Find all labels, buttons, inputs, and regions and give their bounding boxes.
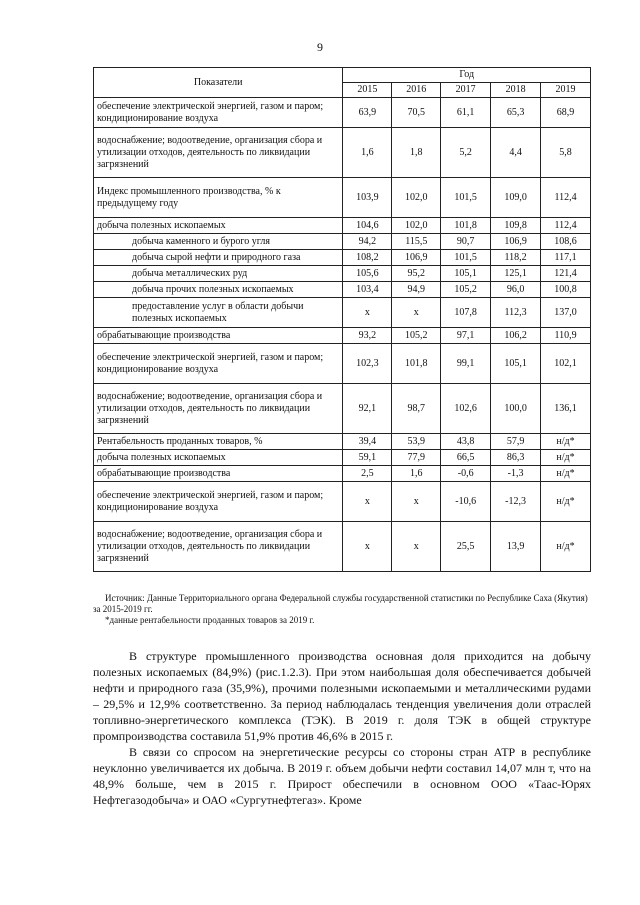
value-cell: 101,5 <box>441 178 491 218</box>
table-row <box>94 298 591 328</box>
value-cell: 77,9 <box>392 450 441 466</box>
value-cell: 109,8 <box>491 218 541 234</box>
value-cell: 90,7 <box>441 234 491 250</box>
value-cell: -1,3 <box>491 466 541 482</box>
table-row <box>94 282 591 298</box>
header-year-group: Год <box>343 68 591 83</box>
value-cell: 25,5 <box>441 522 491 572</box>
value-cell: 125,1 <box>491 266 541 282</box>
table-row <box>94 344 591 384</box>
table-body <box>94 98 591 572</box>
value-cell: 103,4 <box>343 282 392 298</box>
value-cell: 112,4 <box>541 178 591 218</box>
value-cell: 106,2 <box>491 328 541 344</box>
value-cell: 102,6 <box>441 384 491 434</box>
value-cell: 43,8 <box>441 434 491 450</box>
row-label: добыча полезных ископаемых <box>94 218 343 234</box>
value-cell: н/д* <box>541 450 591 466</box>
value-cell: 121,4 <box>541 266 591 282</box>
year-header: 2016 <box>392 83 441 98</box>
source-text: Источник: Данные Территориального органа Федеральной службы государственной статистики по Республике Саха (Якутия) за 2015-2019 гг. <box>93 593 588 614</box>
value-cell: 137,0 <box>541 298 591 328</box>
value-cell: 105,2 <box>441 282 491 298</box>
value-cell: н/д* <box>541 434 591 450</box>
value-cell: -12,3 <box>491 482 541 522</box>
body-text <box>93 648 591 808</box>
value-cell: 136,1 <box>541 384 591 434</box>
row-label: обеспечение электрической энергией, газом и паром; кондиционирование воздуха <box>94 482 343 522</box>
row-label: Индекс промышленного производства, % к предыдущему году <box>94 178 343 218</box>
value-cell: 94,2 <box>343 234 392 250</box>
value-cell: 13,9 <box>491 522 541 572</box>
row-label: водоснабжение; водоотведение, организация сбора и утилизации отходов, деятельность по ликвидации загрязнений <box>94 522 343 572</box>
value-cell: -10,6 <box>441 482 491 522</box>
value-cell: 2,5 <box>343 466 392 482</box>
value-cell: 105,1 <box>441 266 491 282</box>
value-cell: 1,6 <box>392 466 441 482</box>
value-cell: 100,0 <box>491 384 541 434</box>
value-cell: 101,8 <box>441 218 491 234</box>
value-cell: 61,1 <box>441 98 491 128</box>
value-cell: 5,8 <box>541 128 591 178</box>
row-label: обрабатывающие производства <box>94 328 343 344</box>
table-row <box>94 250 591 266</box>
value-cell: 104,6 <box>343 218 392 234</box>
value-cell: 106,9 <box>392 250 441 266</box>
row-label: добыча полезных ископаемых <box>94 450 343 466</box>
row-label: водоснабжение; водоотведение, организация сбора и утилизации отходов, деятельность по ликвидации загрязнений <box>94 384 343 434</box>
row-label: обеспечение электрической энергией, газом и паром; кондиционирование воздуха <box>94 344 343 384</box>
value-cell: 4,4 <box>491 128 541 178</box>
value-cell: 101,8 <box>392 344 441 384</box>
value-cell: 109,0 <box>491 178 541 218</box>
table-row <box>94 98 591 128</box>
value-cell: 86,3 <box>491 450 541 466</box>
value-cell: 39,4 <box>343 434 392 450</box>
value-cell: 96,0 <box>491 282 541 298</box>
paragraph-1: В структуре промышленного производства основная доля приходится на добычу полезных ископаемых (84,9%) (рис.1.2.3). При этом наибольшая доля обеспечивается добычей нефти и природного газа (35,9%), прочими полезными ископаемыми и металлическими рудами – 29,5% и 12,9% соответственно. За период наблюдалась тенденция увеличения доли отраслей топливно-энергетического комплекса (ТЭК). В 2019 г. доля ТЭК в общей структуре промпроизводства составила 51,9% против 46,6% в 2015 г. <box>93 649 591 743</box>
value-cell: 66,5 <box>441 450 491 466</box>
page-number: 9 <box>317 40 323 54</box>
value-cell: 68,9 <box>541 98 591 128</box>
value-cell: 108,6 <box>541 234 591 250</box>
table-row <box>94 234 591 250</box>
value-cell: 97,1 <box>441 328 491 344</box>
value-cell: 57,9 <box>491 434 541 450</box>
value-cell: 106,9 <box>491 234 541 250</box>
row-label: водоснабжение; водоотведение, организация сбора и утилизации отходов, деятельность по ликвидации загрязнений <box>94 128 343 178</box>
table-row <box>94 266 591 282</box>
table-row <box>94 384 591 434</box>
value-cell: н/д* <box>541 482 591 522</box>
table-row <box>94 178 591 218</box>
value-cell: н/д* <box>541 466 591 482</box>
value-cell: н/д* <box>541 522 591 572</box>
year-header: 2017 <box>441 83 491 98</box>
table-row <box>94 450 591 466</box>
value-cell: 5,2 <box>441 128 491 178</box>
source-note <box>93 593 593 626</box>
value-cell: 94,9 <box>392 282 441 298</box>
value-cell: 105,1 <box>491 344 541 384</box>
table-row <box>94 218 591 234</box>
value-cell: х <box>392 298 441 328</box>
value-cell: 100,8 <box>541 282 591 298</box>
table-row <box>94 482 591 522</box>
year-header: 2018 <box>491 83 541 98</box>
row-label: добыча сырой нефти и природного газа <box>94 250 343 266</box>
value-cell: 101,5 <box>441 250 491 266</box>
value-cell: 93,2 <box>343 328 392 344</box>
year-header: 2019 <box>541 83 591 98</box>
value-cell: 112,3 <box>491 298 541 328</box>
value-cell: х <box>343 482 392 522</box>
value-cell: 117,1 <box>541 250 591 266</box>
value-cell: х <box>343 522 392 572</box>
value-cell: 102,0 <box>392 178 441 218</box>
value-cell: 63,9 <box>343 98 392 128</box>
table-row <box>94 434 591 450</box>
row-label: предоставление услуг в области добычи полезных ископаемых <box>94 298 343 328</box>
value-cell: 99,1 <box>441 344 491 384</box>
value-cell: 95,2 <box>392 266 441 282</box>
value-cell: 1,6 <box>343 128 392 178</box>
table-row <box>94 328 591 344</box>
row-label: обеспечение электрической энергией, газом и паром; кондиционирование воздуха <box>94 98 343 128</box>
value-cell: 103,9 <box>343 178 392 218</box>
paragraph-2: В связи со спросом на энергетические ресурсы со стороны стран АТР в республике неуклонно увеличивается их добыча. В 2019 г. объем добычи нефти составил 14,07 млн т, что на 48,9% больше, чем в 2015 г. Прирост обеспечили в основном ООО «Таас-Юрях Нефтегазодобыча» и ОАО «Сургутнефтегаз». Кроме <box>93 745 591 807</box>
header-indicators: Показатели <box>94 68 343 98</box>
row-label: обрабатывающие производства <box>94 466 343 482</box>
value-cell: 115,5 <box>392 234 441 250</box>
industry-table <box>93 67 591 572</box>
value-cell: 1,8 <box>392 128 441 178</box>
value-cell: 107,8 <box>441 298 491 328</box>
value-cell: 112,4 <box>541 218 591 234</box>
value-cell: 98,7 <box>392 384 441 434</box>
table-row <box>94 466 591 482</box>
value-cell: х <box>343 298 392 328</box>
year-header: 2015 <box>343 83 392 98</box>
value-cell: 65,3 <box>491 98 541 128</box>
value-cell: 118,2 <box>491 250 541 266</box>
table-row <box>94 128 591 178</box>
value-cell: 102,0 <box>392 218 441 234</box>
value-cell: 102,1 <box>541 344 591 384</box>
row-label: Рентабельность проданных товаров, % <box>94 434 343 450</box>
footnote-text: *данные рентабельности проданных товаров за 2019 г. <box>105 615 315 625</box>
value-cell: 102,3 <box>343 344 392 384</box>
row-label: добыча металлических руд <box>94 266 343 282</box>
value-cell: 108,2 <box>343 250 392 266</box>
value-cell: 105,2 <box>392 328 441 344</box>
value-cell: х <box>392 482 441 522</box>
value-cell: -0,6 <box>441 466 491 482</box>
value-cell: 110,9 <box>541 328 591 344</box>
value-cell: 53,9 <box>392 434 441 450</box>
value-cell: 59,1 <box>343 450 392 466</box>
value-cell: х <box>392 522 441 572</box>
value-cell: 70,5 <box>392 98 441 128</box>
table-row <box>94 522 591 572</box>
row-label: добыча каменного и бурого угля <box>94 234 343 250</box>
value-cell: 92,1 <box>343 384 392 434</box>
value-cell: 105,6 <box>343 266 392 282</box>
row-label: добыча прочих полезных ископаемых <box>94 282 343 298</box>
